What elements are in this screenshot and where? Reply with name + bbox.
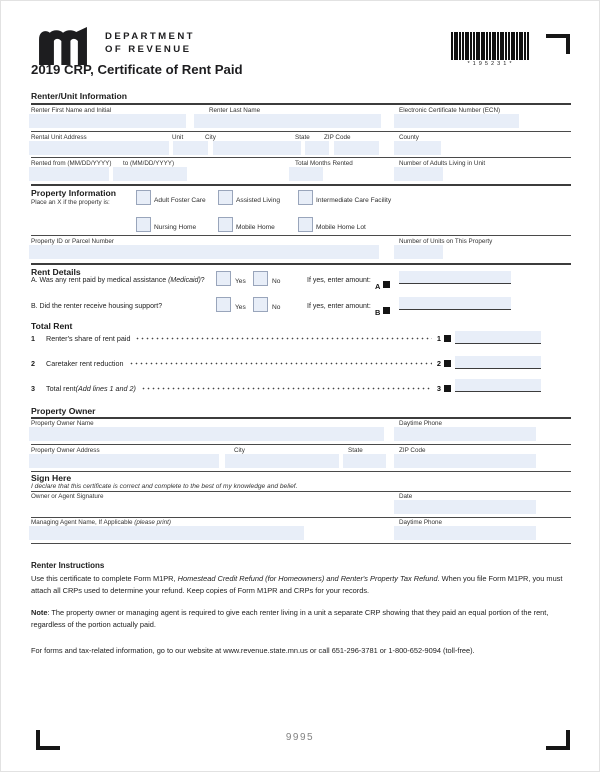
- total-months-input[interactable]: [289, 167, 323, 181]
- last-name-input[interactable]: [194, 114, 381, 128]
- managing-agent-italic: (please print): [134, 519, 172, 526]
- instructions-paragraph-1: [31, 573, 571, 597]
- label-owner-city: City: [234, 447, 245, 454]
- label-b-yes: Yes: [235, 304, 246, 311]
- city-input[interactable]: [213, 141, 301, 155]
- instructions-contact: For forms and tax-related information, go to our website at www.revenue.state.mn.us or call 651-296-3781 or 1-800-652-9094 (toll-free).: [31, 646, 475, 655]
- dept-line1: DEPARTMENT: [105, 31, 195, 42]
- zip-input[interactable]: [334, 141, 379, 155]
- owner-name-input[interactable]: [29, 427, 384, 441]
- divider: [31, 417, 571, 419]
- p1-end: . When you file Form M1PR, you must attach all CRPs used to determine your refund. Keep copies of Form M1PR and CRPs for your records.: [31, 574, 563, 595]
- question-b: B. Did the renter receive housing support?: [31, 303, 163, 310]
- label-last-name: Renter Last Name: [209, 107, 261, 114]
- question-a-end: ?: [200, 277, 205, 284]
- checkbox-nursing-home[interactable]: [136, 217, 151, 232]
- label-rented-to: to (MM/DD/YYYY): [123, 160, 175, 167]
- question-a: [31, 277, 205, 284]
- divider: [31, 444, 571, 445]
- label-parcel: Property ID or Parcel Number: [31, 238, 114, 245]
- marker-square: [444, 360, 451, 367]
- checkbox-a-yes[interactable]: [216, 271, 231, 286]
- label-agent-phone: Daytime Phone: [399, 519, 443, 526]
- dot-leader: [129, 360, 432, 367]
- label-mobile-home-lot: Mobile Home Lot: [316, 224, 366, 231]
- label-owner-address: Property Owner Address: [31, 447, 100, 454]
- divider: [31, 235, 571, 236]
- barcode: [451, 32, 531, 60]
- label-ecn: Electronic Certificate Number (ECN): [399, 107, 501, 114]
- amount-b-input[interactable]: [399, 297, 511, 310]
- ecn-input[interactable]: [394, 114, 519, 128]
- label-zip: ZIP Code: [324, 134, 351, 141]
- label-owner-state: State: [348, 447, 363, 454]
- marker-square: [444, 385, 451, 392]
- label-intermediate-care: Intermediate Care Facility: [316, 197, 392, 204]
- label-total-months: Total Months Rented: [295, 160, 353, 167]
- total-rent-line2-input[interactable]: [455, 356, 541, 369]
- section-total-rent-title: Total Rent: [31, 321, 73, 331]
- line-label-italic: (Add lines 1 and 2): [75, 384, 136, 393]
- line-number: 2: [31, 359, 35, 368]
- divider: [31, 103, 571, 105]
- parcel-input[interactable]: [29, 245, 379, 259]
- checkbox-mobile-home-lot[interactable]: [298, 217, 313, 232]
- label-a-yes: Yes: [235, 278, 246, 285]
- label-assisted-living: Assisted Living: [236, 197, 280, 204]
- total-rent-line3-input[interactable]: [455, 379, 541, 392]
- label-owner-phone: Daytime Phone: [399, 420, 443, 427]
- line-marker: 3: [436, 384, 441, 393]
- line-marker: 2: [436, 359, 441, 368]
- total-rent-line-1: [31, 334, 451, 343]
- dept-line2: OF REVENUE: [105, 44, 192, 55]
- checkbox-b-no[interactable]: [253, 297, 268, 312]
- line-label: Caretaker rent reduction: [46, 359, 124, 368]
- divider: [31, 471, 571, 472]
- marker-square: [383, 281, 390, 288]
- p1-italic: Homestead Credit Refund (for Homeowners) and Renter's Property Tax Refund: [177, 574, 438, 583]
- label-adults: Number of Adults Living in Unit: [399, 160, 486, 167]
- label-owner-name: Property Owner Name: [31, 420, 94, 427]
- owner-address-input[interactable]: [29, 454, 219, 468]
- barcode-text: *195231*: [467, 61, 515, 67]
- rented-from-input[interactable]: [29, 167, 109, 181]
- line-marker: 1: [436, 334, 441, 343]
- question-a-text: A. Was any rent paid by medical assistance: [31, 277, 169, 284]
- amount-a-input[interactable]: [399, 271, 511, 284]
- rented-to-input[interactable]: [113, 167, 187, 181]
- unit-input[interactable]: [173, 141, 208, 155]
- instructions-note: [31, 607, 571, 631]
- label-owner-zip: ZIP Code: [399, 447, 426, 454]
- dot-leader: [135, 335, 431, 342]
- label-sign-date: Date: [399, 493, 413, 500]
- owner-zip-input[interactable]: [394, 454, 536, 468]
- checkbox-assisted-living[interactable]: [218, 190, 233, 205]
- label-adult-foster-care: Adult Foster Care: [154, 197, 206, 204]
- amount-label-b: If yes, enter amount:: [307, 303, 371, 310]
- section-rent-details-title: Rent Details: [31, 267, 81, 277]
- section-renter-title: Renter/Unit Information: [31, 91, 127, 101]
- owner-city-input[interactable]: [225, 454, 339, 468]
- checkbox-b-yes[interactable]: [216, 297, 231, 312]
- section-instructions-title: Renter Instructions: [31, 561, 105, 570]
- managing-agent-text: Managing Agent Name, If Applicable: [31, 519, 135, 526]
- divider: [31, 491, 571, 492]
- mn-revenue-logo: [31, 27, 95, 65]
- label-nursing-home: Nursing Home: [154, 224, 197, 231]
- label-city: City: [205, 134, 216, 141]
- section-sign-title: Sign Here: [31, 473, 72, 483]
- total-rent-line-2: [31, 359, 451, 368]
- label-rental-address: Rental Unit Address: [31, 134, 87, 141]
- label-mobile-home: Mobile Home: [236, 224, 275, 231]
- divider: [31, 543, 571, 544]
- amount-label-a: If yes, enter amount:: [307, 277, 371, 284]
- label-signature: Owner or Agent Signature: [31, 493, 104, 500]
- label-first-name: Renter First Name and Initial: [31, 107, 112, 114]
- divider: [31, 131, 571, 132]
- owner-phone-input[interactable]: [394, 427, 536, 441]
- section-owner-title: Property Owner: [31, 406, 96, 416]
- label-units-on-property: Number of Units on This Property: [399, 238, 493, 245]
- state-input[interactable]: [305, 141, 329, 155]
- line-number: 1: [31, 334, 35, 343]
- managing-agent-input[interactable]: [29, 526, 304, 540]
- dot-leader: [141, 385, 432, 392]
- checkbox-mobile-home[interactable]: [218, 217, 233, 232]
- corner-mark-top-right: [546, 34, 570, 54]
- label-b-no: No: [272, 304, 281, 311]
- footer-code: 9995: [285, 732, 315, 743]
- label-state: State: [295, 134, 310, 141]
- question-a-italic: (Medicaid): [168, 277, 201, 284]
- rental-address-input[interactable]: [29, 141, 169, 155]
- label-county: County: [399, 134, 419, 141]
- marker-square: [444, 335, 451, 342]
- total-rent-line-3: [31, 384, 451, 393]
- line-label: Renter's share of rent paid: [46, 334, 131, 343]
- divider: [31, 517, 571, 518]
- agent-phone-input[interactable]: [394, 526, 536, 540]
- form-title: 2019 CRP, Certificate of Rent Paid: [31, 62, 243, 77]
- marker-a: A: [375, 276, 390, 294]
- units-on-property-input[interactable]: [394, 245, 443, 259]
- marker-square: [383, 307, 390, 314]
- p1-text: Use this certificate to complete Form M1PR,: [31, 574, 178, 583]
- marker-b: B: [375, 302, 390, 320]
- note-text: : The property owner or managing agent is required to give each renter living in a unit a separate CRP showing that they paid an equal portion of the rent, regardless of the portion actually paid.: [31, 608, 549, 629]
- owner-state-input[interactable]: [343, 454, 386, 468]
- label-managing-agent: [31, 519, 171, 526]
- divider: [31, 157, 571, 158]
- checkbox-a-no[interactable]: [253, 271, 268, 286]
- checkbox-adult-foster-care[interactable]: [136, 190, 151, 205]
- label-unit: Unit: [172, 134, 184, 141]
- note-label: Note: [31, 608, 48, 617]
- sign-date-input[interactable]: [394, 500, 536, 514]
- divider: [31, 263, 571, 265]
- total-rent-line1-input[interactable]: [455, 331, 541, 344]
- divider: [31, 184, 571, 186]
- section-property-title: Property Information: [31, 188, 116, 198]
- sign-declaration: I declare that this certificate is correct and complete to the best of my knowledge and belief.: [31, 483, 298, 490]
- county-input[interactable]: [394, 141, 441, 155]
- line-label: Total rent: [46, 384, 76, 393]
- label-a-no: No: [272, 278, 281, 285]
- first-name-input[interactable]: [29, 114, 186, 128]
- label-rented-from: Rented from (MM/DD/YYYY): [31, 160, 112, 167]
- adults-input[interactable]: [394, 167, 443, 181]
- checkbox-intermediate-care[interactable]: [298, 190, 313, 205]
- line-number: 3: [31, 384, 35, 393]
- property-instruction: Place an X if the property is:: [31, 199, 110, 206]
